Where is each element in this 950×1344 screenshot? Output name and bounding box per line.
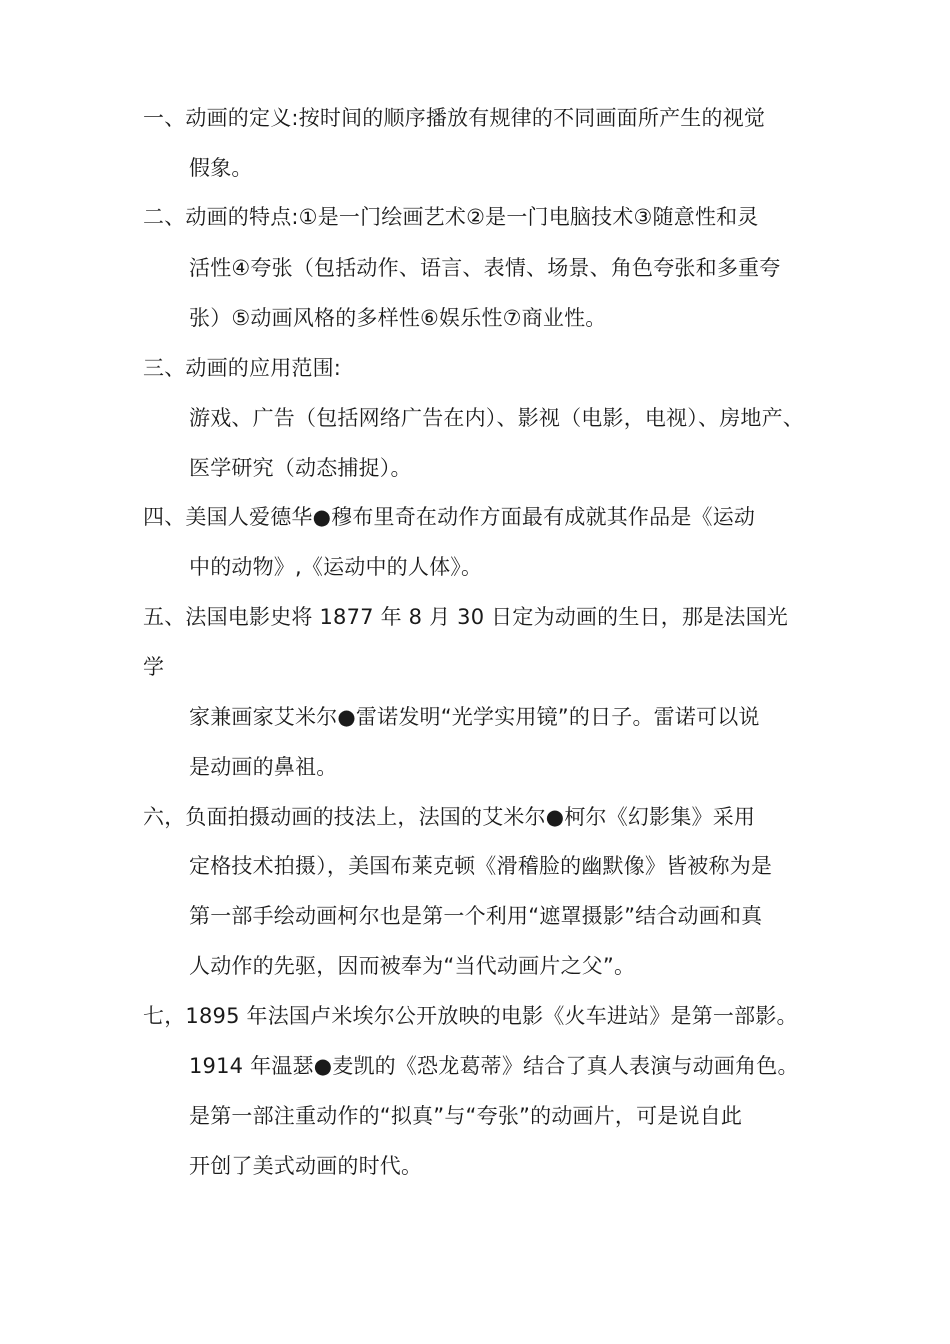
section-6-line-1: 六，负面拍摄动画的技法上，法国的艾米尔●柯尔《幻影集》采用 — [143, 805, 756, 829]
section-3-line-3: 医学研究（动态捕捉）。 — [189, 456, 412, 480]
section-2-line-2: 活性④夸张（包括动作、语言、表情、场景、角色夸张和多重夸 — [189, 256, 781, 280]
section-4-line-1: 四、美国人爱德华●穆布里奇在动作方面最有成就其作品是《运动 — [143, 505, 756, 529]
section-7-line-3: 是第一部注重动作的“拟真”与“夸张”的动画片，可是说自此 — [189, 1104, 743, 1128]
section-5-line-1: 五、法国电影史将 1877 年 8 月 30 日定为动画的生日，那是法国光 — [143, 605, 788, 629]
section-3-line-2: 游戏、广告（包括网络广告在内）、影视（电影，电视）、房地产、 — [189, 406, 804, 430]
section-2-line-3: 张）⑤动画风格的多样性⑥娱乐性⑦商业性。 — [189, 306, 607, 330]
section-3-line-1: 三、动画的应用范围: — [143, 356, 342, 380]
section-6-line-2: 定格技术拍摄），美国布莱克顿《滑稽脸的幽默像》皆被称为是 — [189, 854, 773, 878]
section-6-line-3: 第一部手绘动画柯尔也是第一个利用“遮罩摄影”结合动画和真 — [189, 904, 763, 928]
section-7-line-4: 开创了美式动画的时代。 — [189, 1154, 423, 1178]
section-5-line-2: 学 — [143, 655, 165, 679]
section-1-line-1: 一、动画的定义:按时间的顺序播放有规律的不同画面所产生的视觉 — [143, 106, 766, 130]
section-4-line-2: 中的动物》,《运动中的人体》。 — [189, 555, 483, 579]
section-7-line-1: 七，1895 年法国卢米埃尔公开放映的电影《火车进站》是第一部影。 — [143, 1004, 798, 1028]
section-7-line-2: 1914 年温瑟●麦凯的《恐龙葛蒂》结合了真人表演与动画角色。 — [189, 1054, 799, 1078]
section-6-line-4: 人动作的先驱，因而被奉为“当代动画片之父”。 — [189, 954, 636, 978]
section-5-line-4: 是动画的鼻祖。 — [189, 755, 338, 779]
section-5-line-3: 家兼画家艾米尔●雷诺发明“光学实用镜”的日子。雷诺可以说 — [189, 705, 760, 729]
section-2-line-1: 二、动画的特点:①是一门绘画艺术②是一门电脑技术③随意性和灵 — [143, 205, 759, 229]
section-1-line-2: 假象。 — [189, 156, 253, 180]
